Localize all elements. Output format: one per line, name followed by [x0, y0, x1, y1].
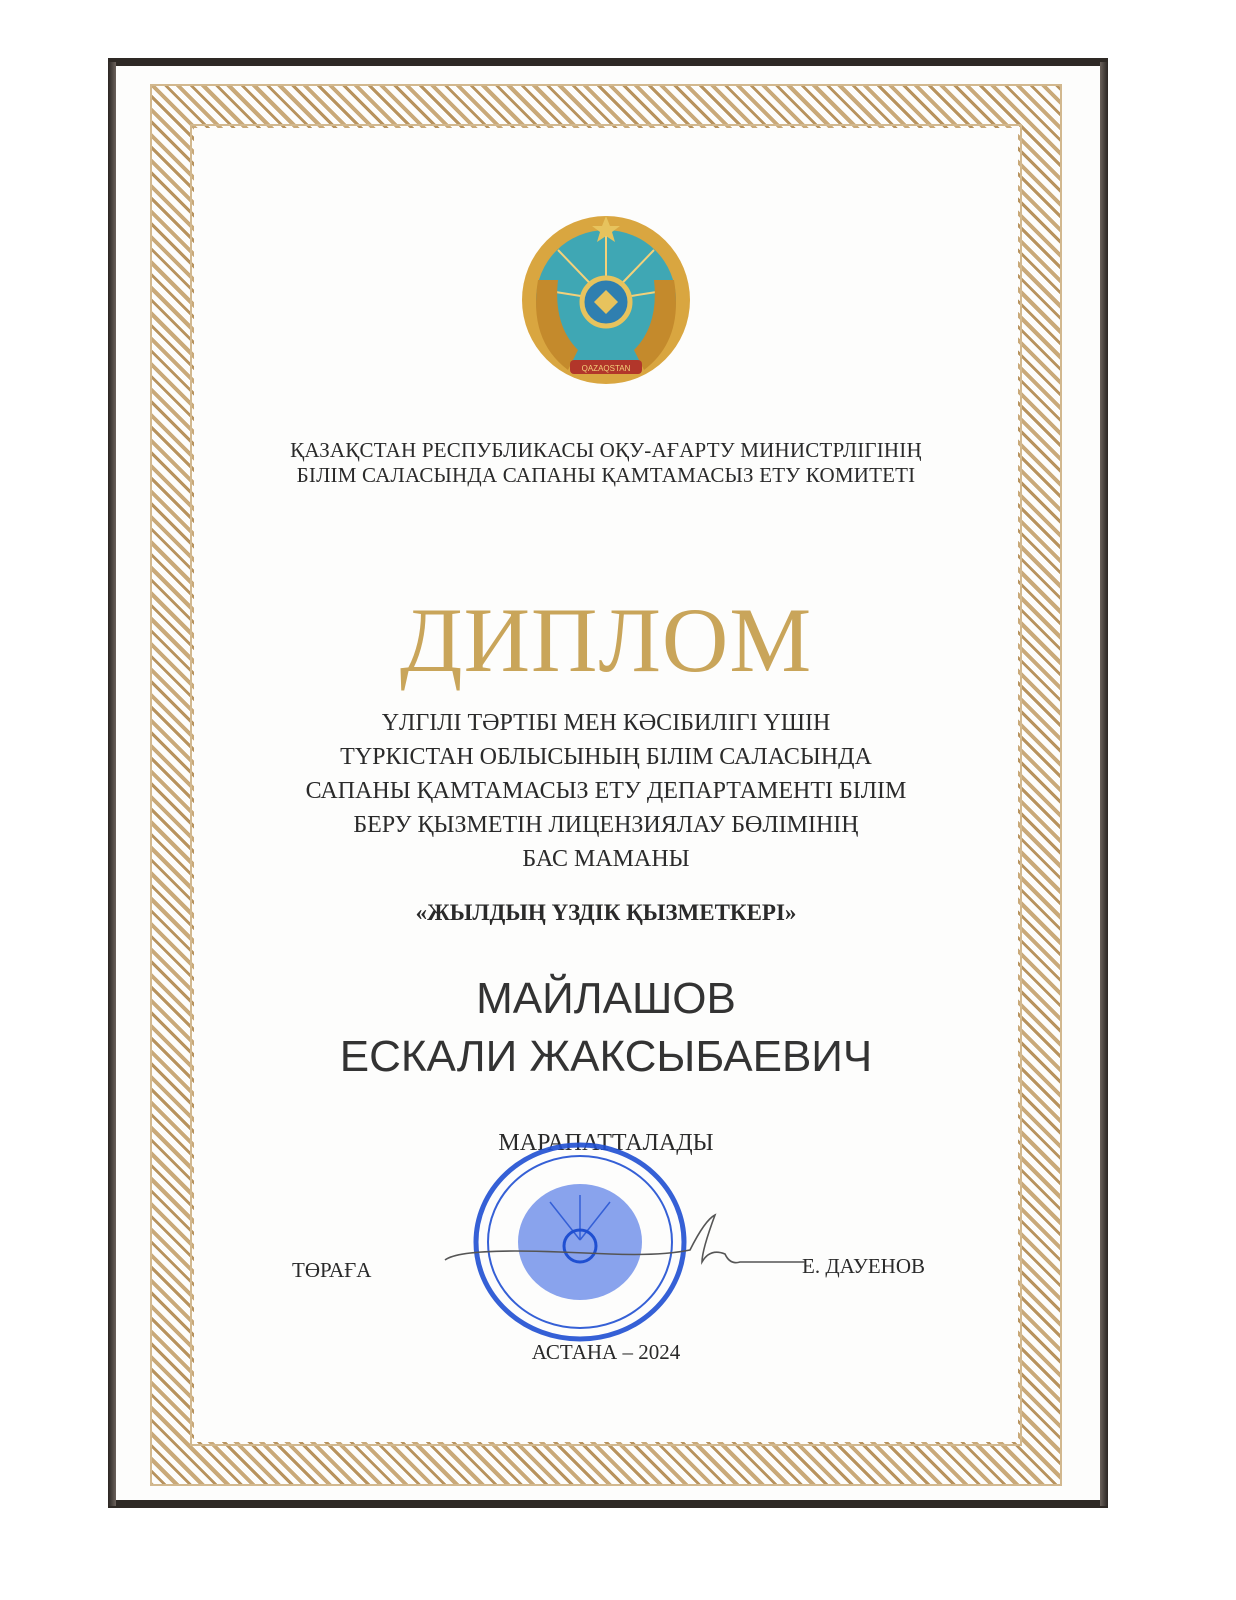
- issuer-header: [150, 438, 1062, 488]
- award-name: «ЖЫЛДЫҢ ҮЗДІК ҚЫЗМЕТКЕРІ»: [415, 900, 797, 925]
- reason-line: САПАНЫ ҚАМТАМАСЫЗ ЕТУ ДЕПАРТАМЕНТІ БІЛІМ: [305, 778, 907, 804]
- reason-line: ТҮРКІСТАН ОБЛЫСЫНЫҢ БІЛІМ САЛАСЫНДА: [340, 744, 872, 770]
- signer-role: ТӨРАҒА: [292, 1258, 372, 1282]
- signature-icon: [440, 1210, 810, 1280]
- reason-line: БЕРУ ҚЫЗМЕТІН ЛИЦЕНЗИЯЛАУ БӨЛІМІНІҢ: [353, 812, 859, 838]
- issuer-line: БІЛІМ САЛАСЫНДА САПАНЫ ҚАМТАМАСЫЗ ЕТУ КОМИТЕТІ: [296, 463, 916, 487]
- award-reason: [150, 706, 1062, 876]
- table-edge: [108, 58, 1108, 66]
- table-edge: [108, 1500, 1108, 1508]
- recipient-surname: МАЙЛАШОВ: [476, 974, 736, 1023]
- diploma-title: ДИПЛОМ: [399, 589, 813, 691]
- state-emblem-icon: [518, 210, 694, 396]
- reason-line: ҮЛГІЛІ ТӘРТІБІ МЕН КӘСІБИЛІГІ ҮШІН: [381, 710, 831, 736]
- table-edge: [108, 62, 116, 1506]
- issuer-line: ҚАЗАҚСТАН РЕСПУБЛИКАСЫ ОҚУ-АҒАРТУ МИНИСТРЛІГІНІҢ: [290, 438, 922, 462]
- reason-line: БАС МАМАНЫ: [522, 846, 690, 872]
- svg-text:QAZAQSTAN: QAZAQSTAN: [581, 364, 631, 373]
- recipient-given-names: ЕСКАЛИ ЖАКСЫБАЕВИЧ: [339, 1032, 873, 1081]
- place-and-year: АСТАНА – 2024: [531, 1340, 681, 1364]
- awarded-text: МАРАПАТТАЛАДЫ: [498, 1130, 714, 1156]
- signer-name: Е. ДАУЕНОВ: [802, 1254, 926, 1278]
- recipient-name: [150, 970, 1062, 1086]
- table-edge: [1100, 62, 1108, 1506]
